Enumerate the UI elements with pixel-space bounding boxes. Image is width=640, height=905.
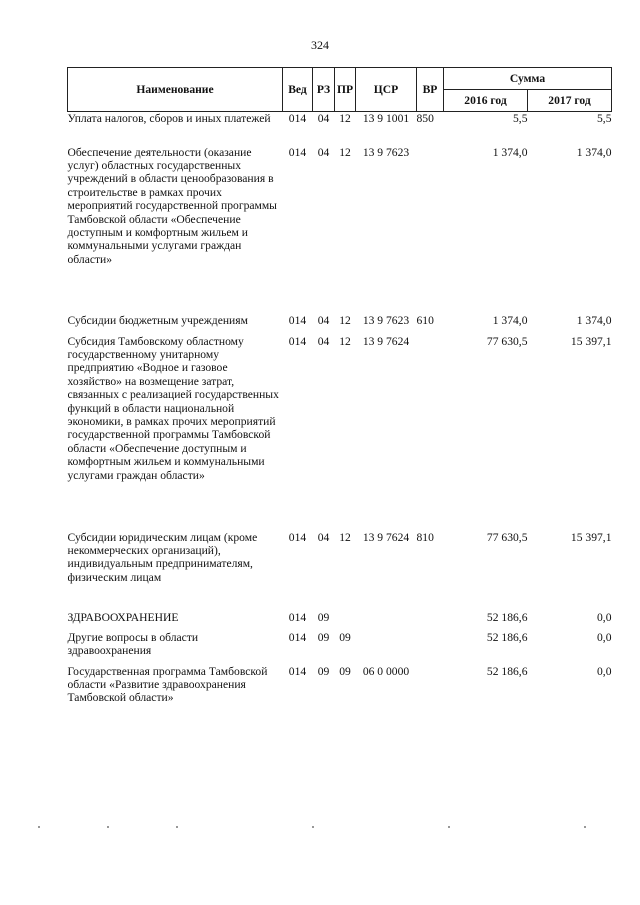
row-ved: 014: [288, 112, 307, 125]
col-header-csr: ЦСР: [356, 68, 417, 112]
table-row: [68, 631, 612, 665]
table-row: [68, 335, 612, 531]
row-name: Уплата налогов, сборов и иных платежей: [67, 112, 271, 125]
row-ved: 014: [288, 145, 307, 159]
row-2016: 77 630,5: [486, 334, 528, 348]
table-row: [68, 611, 612, 631]
row-ved: 014: [288, 630, 307, 644]
row-ved: 014: [288, 610, 307, 624]
row-pr: 12: [339, 530, 351, 544]
page-number: 324: [311, 38, 329, 52]
row-2016: 1 374,0: [492, 145, 528, 159]
row-csr: 13 9 1001: [362, 112, 410, 125]
scan-dot: [176, 826, 178, 828]
row-ved: 014: [288, 334, 307, 348]
row-2016: 77 630,5: [486, 530, 528, 544]
row-name: Субсидии бюджетным учреждениям: [67, 313, 248, 327]
row-2017: 0,0: [597, 664, 612, 678]
row-rz: 04: [317, 145, 330, 159]
row-csr: 13 9 7624: [362, 334, 410, 348]
row-rz: 04: [317, 334, 330, 348]
row-2016: 52 186,6: [486, 610, 528, 624]
budget-table: [67, 67, 612, 727]
row-vr: [417, 611, 444, 631]
row-2017: 0,0: [597, 630, 612, 644]
col-header-vr: ВР: [417, 68, 444, 112]
table-row: [68, 314, 612, 335]
row-ved: 014: [288, 664, 307, 678]
scan-dot: [312, 826, 314, 828]
row-csr: 06 0 0000: [362, 664, 410, 678]
scan-dot: [38, 826, 40, 828]
row-ved: 014: [288, 313, 307, 327]
row-vr: 810: [416, 530, 434, 544]
scan-dot: [448, 826, 450, 828]
row-2017: 15 397,1: [570, 530, 612, 544]
scan-dot: [584, 826, 586, 828]
col-header-rz: РЗ: [313, 68, 335, 112]
row-csr: 13 9 7623: [362, 145, 410, 159]
row-2017: 1 374,0: [576, 145, 612, 159]
col-header-ved: Вед: [283, 68, 313, 112]
row-2017: 1 374,0: [576, 313, 612, 327]
row-pr: 12: [339, 112, 351, 125]
row-2016: 52 186,6: [486, 630, 528, 644]
row-rz: 04: [317, 313, 330, 327]
row-csr: [356, 631, 417, 665]
row-name: Государственная программа Тамбовской области «Развитие здравоохранения Тамбовской области»: [67, 664, 268, 705]
table-body: [68, 112, 612, 727]
table-header: [68, 68, 612, 112]
row-vr: 850: [416, 112, 434, 125]
col-header-2017: 2017 год: [528, 90, 612, 112]
row-csr: 13 9 7623: [362, 313, 410, 327]
row-name: Обеспечение деятельности (оказание услуг) областных государственных учреждений в области ценообразования в строительстве в рамках прочих мероприятий государственной программы Тамбовской области «Обеспечение доступным и комфортным жильем и коммунальными услугами граждан области»: [67, 145, 277, 266]
row-vr: [417, 146, 444, 314]
row-pr: 09: [339, 664, 351, 678]
row-rz: 09: [317, 630, 330, 644]
row-pr: 12: [339, 334, 351, 348]
row-csr: [356, 611, 417, 631]
row-rz: 09: [317, 610, 330, 624]
row-2016: 5,5: [513, 112, 528, 125]
row-vr: 610: [416, 313, 434, 327]
row-ved: 014: [288, 530, 307, 544]
scan-dot: [107, 826, 109, 828]
row-vr: [417, 335, 444, 531]
row-pr: 09: [339, 630, 351, 644]
row-name: Субсидии юридическим лицам (кроме некоммерческих организаций), индивидуальным предпринимателям, физическим лицам: [67, 530, 258, 584]
row-name: Субсидия Тамбовскому областному государственному унитарному предприятию «Водное и газовое хозяйство» на возмещение затрат, связанных с реализацией государственных функций в области национальной экономики, в рамках прочих мероприятий государственной программы Тамбовской области «Обеспечение доступным и комфортным жильем и коммунальными услугами граждан области»: [67, 334, 279, 482]
row-2016: 1 374,0: [492, 313, 528, 327]
col-header-2016: 2016 год: [444, 90, 528, 112]
table-row: [68, 112, 612, 146]
row-vr: [417, 631, 444, 665]
row-pr: 12: [339, 145, 351, 159]
scan-artifact-dots: [0, 826, 640, 832]
col-header-pr: ПР: [335, 68, 356, 112]
table-row: [68, 665, 612, 727]
row-rz: 04: [317, 530, 330, 544]
row-2017: 5,5: [597, 112, 612, 125]
row-pr: [335, 611, 356, 631]
row-name: ЗДРАВООХРАНЕНИЕ: [67, 610, 179, 624]
row-rz: 09: [317, 664, 330, 678]
row-csr: 13 9 7624: [362, 530, 410, 544]
col-header-name: Наименование: [68, 68, 283, 112]
table-row: [68, 146, 612, 314]
row-name: Другие вопросы в области здравоохранения: [67, 630, 199, 657]
row-2017: 15 397,1: [570, 334, 612, 348]
table-row: [68, 531, 612, 611]
row-pr: 12: [339, 313, 351, 327]
row-2017: 0,0: [597, 610, 612, 624]
row-2016: 52 186,6: [486, 664, 528, 678]
row-rz: 04: [317, 112, 330, 125]
col-header-sum: Сумма: [444, 68, 612, 90]
row-vr: [417, 665, 444, 727]
